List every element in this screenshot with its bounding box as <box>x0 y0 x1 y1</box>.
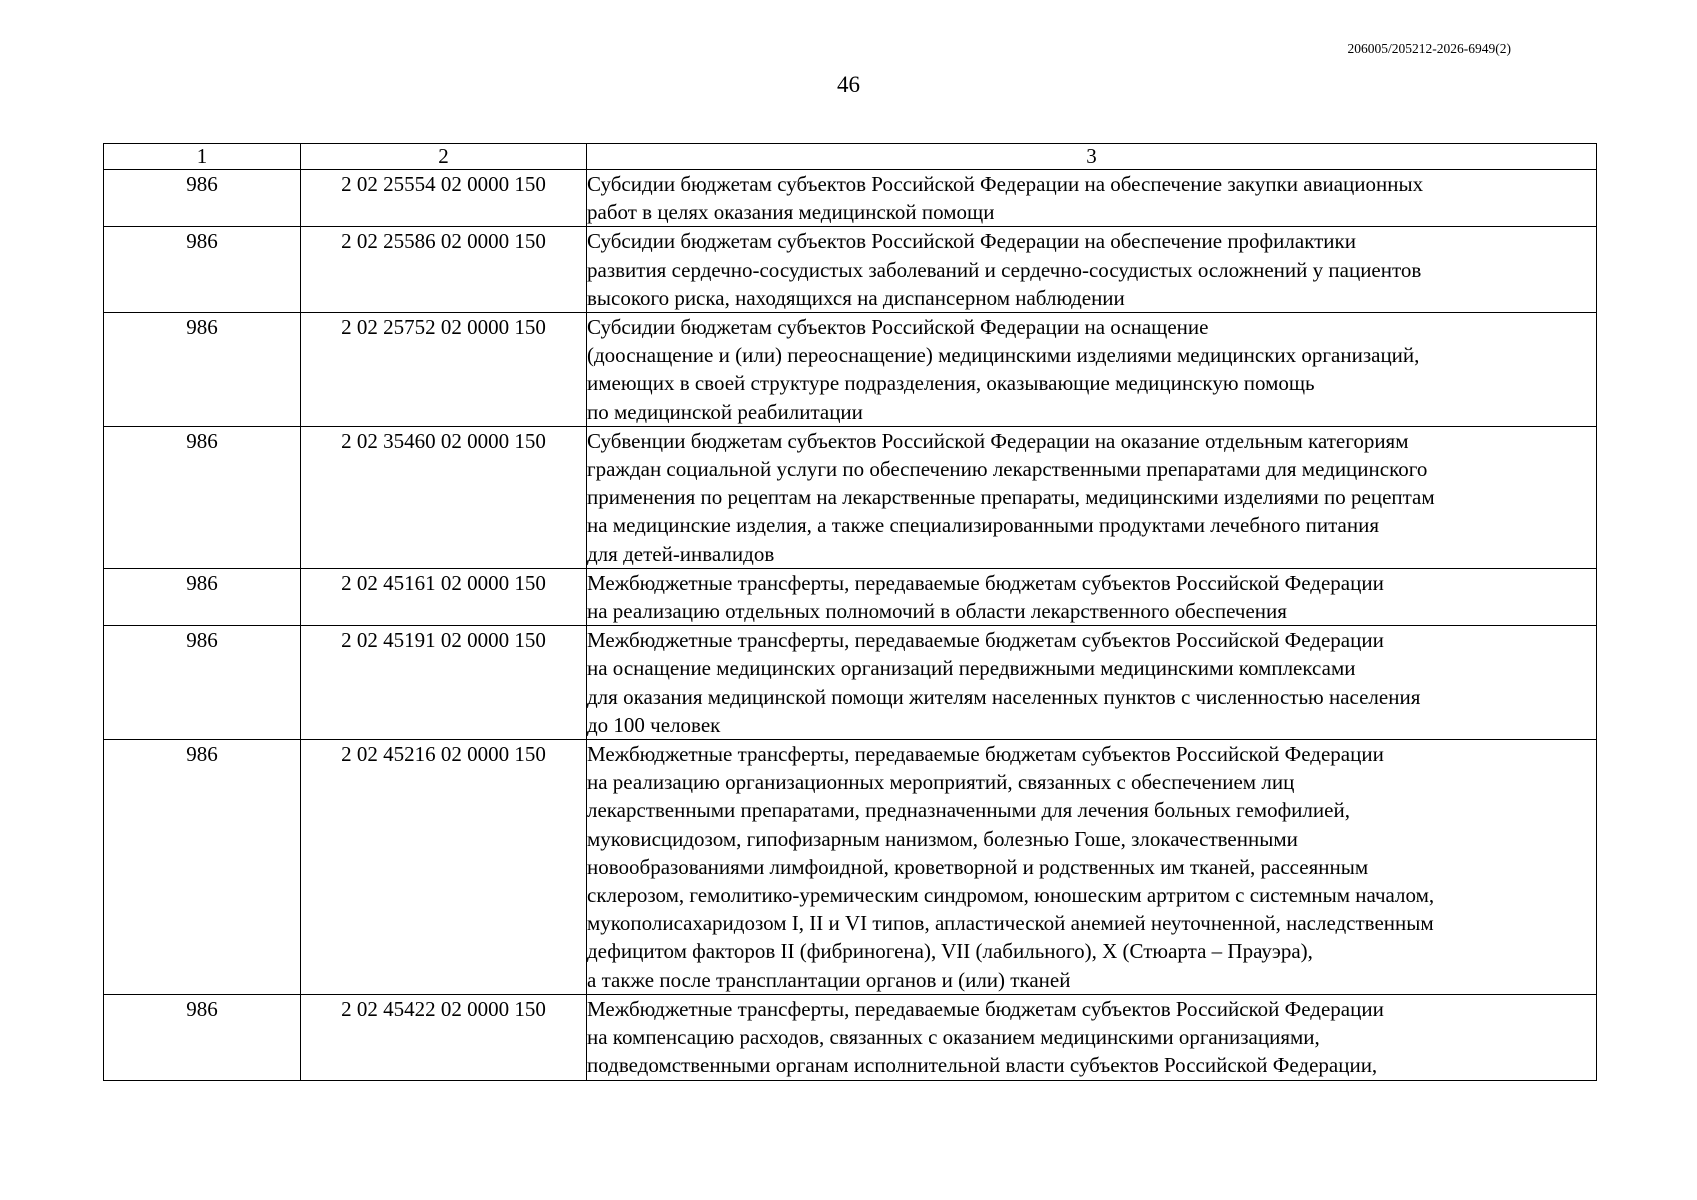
table-body <box>104 170 1597 1081</box>
description-line: Межбюджетные трансферты, передаваемые бюджетам субъектов Российской Федерации <box>587 742 1384 767</box>
description-line: склерозом, гемолитико-уремическим синдромом, юношеским артритом с системным началом, <box>587 883 1435 908</box>
table-row <box>104 170 1597 227</box>
column-header-2: 2 <box>301 144 587 170</box>
table-row <box>104 227 1597 313</box>
description-line: муковисцидозом, гипофизарным нанизмом, болезнью Гоше, злокачественными <box>587 826 1298 851</box>
table-row <box>104 740 1597 995</box>
income-code-cell: 2 02 45216 02 0000 150 <box>301 740 587 995</box>
description-line: Межбюджетные трансферты, передаваемые бюджетам субъектов Российской Федерации <box>587 628 1384 653</box>
description-line: на компенсацию расходов, связанных с оказанием медицинскими организациями, <box>587 1025 1320 1050</box>
description-line: Субсидии бюджетам субъектов Российской Федерации на оснащение <box>587 315 1209 340</box>
description-cell <box>587 170 1597 227</box>
admin-code-cell: 986 <box>104 313 301 427</box>
table-header-row <box>104 144 1597 170</box>
table-row <box>104 426 1597 568</box>
description-line: имеющих в своей структуре подразделения, оказывающие медицинскую помощь <box>587 371 1315 396</box>
description-line: мукополисахаридозом I, II и VI типов, апластической анемией неуточненной, наследственным <box>587 911 1434 936</box>
description-cell <box>587 426 1597 568</box>
description-cell <box>587 626 1597 740</box>
description-line: по медицинской реабилитации <box>587 399 863 424</box>
description-cell <box>587 568 1597 625</box>
admin-code-cell: 986 <box>104 170 301 227</box>
description-line: работ в целях оказания медицинской помощи <box>587 200 995 225</box>
description-line: Субвенции бюджетам субъектов Российской Федерации на оказание отдельным категориям <box>587 428 1409 453</box>
description-line: лекарственными препаратами, предназначенными для лечения больных гемофилией, <box>587 798 1350 823</box>
income-code-cell: 2 02 45422 02 0000 150 <box>301 994 587 1080</box>
description-line: на реализацию отдельных полномочий в области лекарственного обеспечения <box>587 599 1287 624</box>
description-line: на медицинские изделия, а также специализированными продуктами лечебного питания <box>587 513 1379 538</box>
description-line: новообразованиями лимфоидной, кроветворной и родственных им тканей, рассеянным <box>587 854 1369 879</box>
document-id: 206005/205212-2026-6949(2) <box>1347 41 1511 56</box>
income-code-cell: 2 02 35460 02 0000 150 <box>301 426 587 568</box>
description-line: подведомственными органам исполнительной власти субъектов Российской Федерации, <box>587 1053 1378 1078</box>
column-header-3: 3 <box>587 144 1597 170</box>
admin-code-cell: 986 <box>104 227 301 313</box>
description-line: развития сердечно-сосудистых заболеваний и сердечно-сосудистых осложнений у пациентов <box>587 257 1422 282</box>
description-line: на реализацию организационных мероприятий, связанных с обеспечением лиц <box>587 770 1295 795</box>
table-row <box>104 994 1597 1080</box>
description-line: для детей-инвалидов <box>587 541 775 566</box>
description-cell <box>587 740 1597 995</box>
description-line: высокого риска, находящихся на диспансерном наблюдении <box>587 285 1125 310</box>
budget-classification-table <box>103 143 1597 1081</box>
description-line: Субсидии бюджетам субъектов Российской Федерации на обеспечение профилактики <box>587 229 1356 254</box>
description-cell <box>587 227 1597 313</box>
admin-code-cell: 986 <box>104 626 301 740</box>
page-number: 46 <box>837 72 860 97</box>
table-row <box>104 313 1597 427</box>
description-line: (дооснащение и (или) переоснащение) медицинскими изделиями медицинских организаций, <box>587 343 1420 368</box>
description-line: на оснащение медицинских организаций передвижными медицинскими комплексами <box>587 656 1356 681</box>
description-line: Межбюджетные трансферты, передаваемые бюджетам субъектов Российской Федерации <box>587 570 1384 595</box>
income-code-cell: 2 02 45161 02 0000 150 <box>301 568 587 625</box>
description-line: для оказания медицинской помощи жителям населенных пунктов с численностью населения <box>587 684 1421 709</box>
income-code-cell: 2 02 25586 02 0000 150 <box>301 227 587 313</box>
table-row <box>104 626 1597 740</box>
income-code-cell: 2 02 25554 02 0000 150 <box>301 170 587 227</box>
admin-code-cell: 986 <box>104 568 301 625</box>
description-line: граждан социальной услуги по обеспечению лекарственными препаратами для медицинского <box>587 457 1428 482</box>
column-header-1: 1 <box>104 144 301 170</box>
description-cell <box>587 994 1597 1080</box>
description-line: Межбюджетные трансферты, передаваемые бюджетам субъектов Российской Федерации <box>587 996 1384 1021</box>
admin-code-cell: 986 <box>104 740 301 995</box>
description-line: дефицитом факторов II (фибриногена), VII (лабильного), X (Стюарта – Прауэра), <box>587 939 1313 964</box>
admin-code-cell: 986 <box>104 994 301 1080</box>
table-row <box>104 568 1597 625</box>
income-code-cell: 2 02 25752 02 0000 150 <box>301 313 587 427</box>
description-line: до 100 человек <box>587 712 721 737</box>
description-cell <box>587 313 1597 427</box>
description-line: а также после трансплантации органов и (или) тканей <box>587 967 1071 992</box>
admin-code-cell: 986 <box>104 426 301 568</box>
income-code-cell: 2 02 45191 02 0000 150 <box>301 626 587 740</box>
description-line: применения по рецептам на лекарственные препараты, медицинскими изделиями по рецептам <box>587 485 1435 510</box>
description-line: Субсидии бюджетам субъектов Российской Федерации на обеспечение закупки авиационных <box>587 172 1424 196</box>
